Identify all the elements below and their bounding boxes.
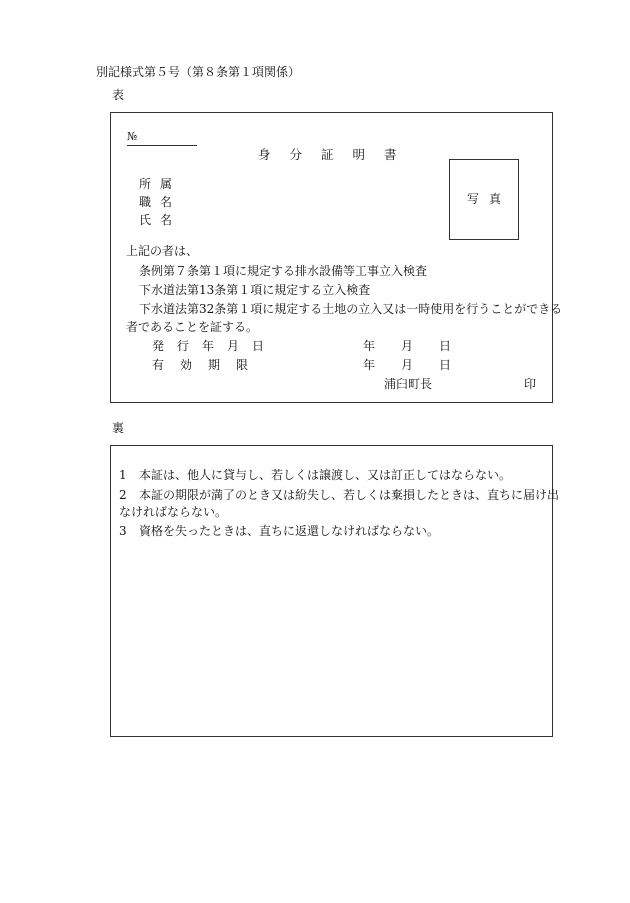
note-number: 1	[119, 468, 127, 482]
note-text: 資格を失ったときは、直ちに返還しなければならない。	[139, 524, 440, 538]
id-card-back	[110, 445, 560, 737]
inspection-item: 下水道法第32条第１項に規定する土地の立入又は一時使用を行うことができる	[139, 302, 563, 316]
certify-text: 者であることを証する。	[126, 320, 259, 334]
front-side-label: 表	[112, 88, 125, 102]
id-card-front	[110, 112, 563, 403]
field-label-name: 氏名	[139, 213, 182, 227]
issued-date-value	[363, 338, 451, 355]
month-unit: 月	[401, 339, 414, 353]
form-label: 別記様式第５号（第８条第１項関係）	[96, 65, 301, 79]
note-item	[119, 467, 511, 484]
note-text-continued: なければならない。	[119, 505, 228, 519]
note-item	[119, 487, 559, 504]
note-item	[119, 523, 439, 540]
validity-date-value	[363, 357, 451, 374]
day-unit: 日	[439, 358, 452, 372]
issuer-title: 浦臼町長	[384, 377, 433, 391]
validity-label: 有効期限	[152, 358, 265, 372]
inspection-item: 条例第７条第１項に規定する排水設備等工事立入検査	[139, 264, 428, 278]
year-unit: 年	[363, 358, 376, 372]
month-unit: 月	[401, 358, 414, 372]
day-unit: 日	[439, 339, 452, 353]
field-label-position: 職名	[139, 195, 182, 209]
field-label-affiliation: 所属	[139, 177, 182, 191]
seal-mark: 印	[524, 377, 537, 391]
intro-text: 上記の者は、	[126, 244, 199, 258]
photo-label: 写真	[466, 192, 511, 207]
year-unit: 年	[363, 339, 376, 353]
inspection-item: 下水道法第13条第１項に規定する立入検査	[139, 283, 371, 297]
card-title: 身分証明書	[258, 147, 416, 162]
note-number: 2	[119, 488, 127, 502]
number-label: №	[127, 129, 197, 146]
back-side-label: 裏	[112, 421, 125, 435]
note-text: 本証の期限が満了のとき又は紛失し、若しくは棄損したときは、直ちに届け出	[139, 488, 560, 502]
note-text: 本証は、他人に貸与し、若しくは譲渡し、又は訂正してはならない。	[139, 468, 512, 482]
note-number: 3	[119, 524, 127, 538]
photo-box	[449, 159, 519, 240]
issued-date-label: 発行年月日	[152, 339, 278, 353]
